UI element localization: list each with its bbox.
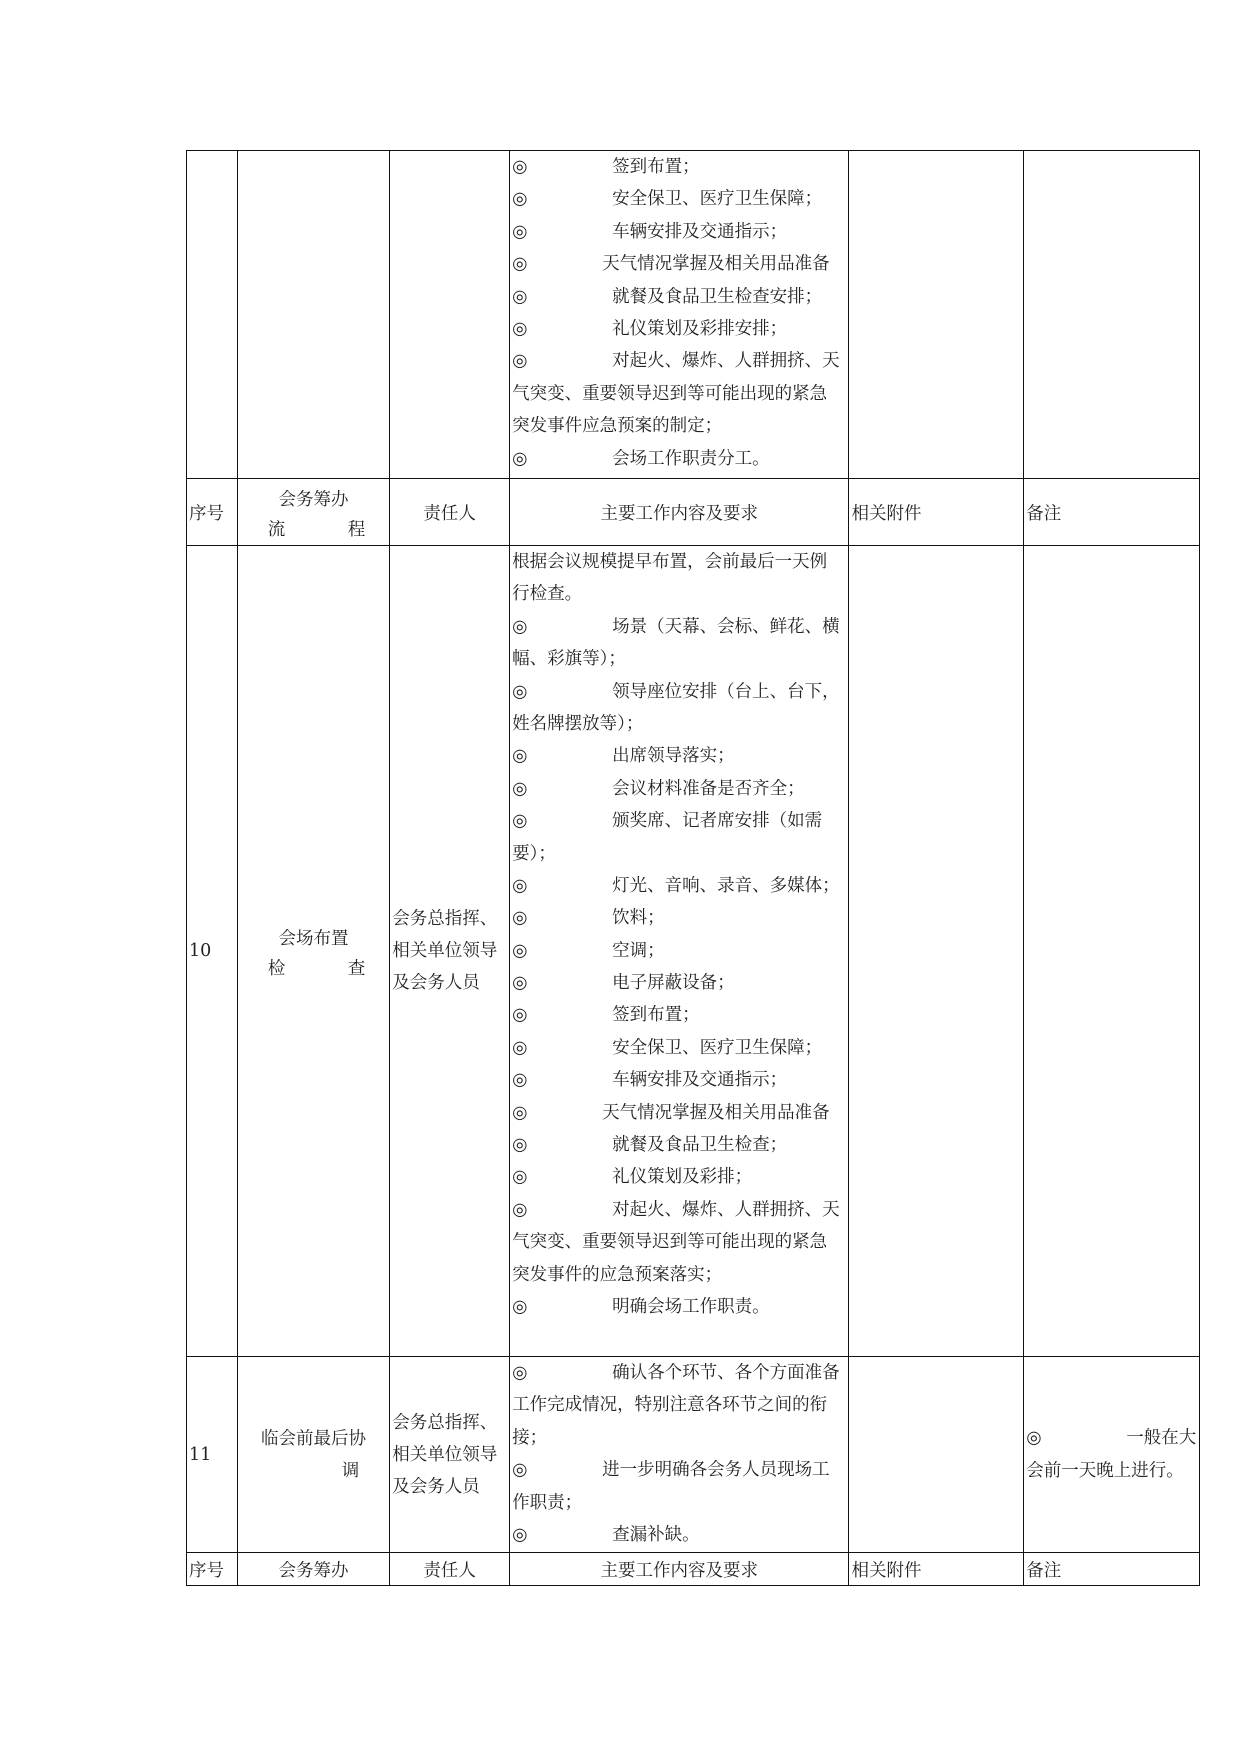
row-10 (187, 546, 1200, 1357)
bullet-icon: ◎ (512, 221, 528, 242)
bullet-icon: ◎ (512, 1005, 528, 1026)
repeated-header-row (187, 1553, 1200, 1586)
bullet-icon: ◎ (512, 1460, 528, 1481)
continued-row (187, 151, 1200, 479)
header-owner: 责任人 (390, 1553, 510, 1586)
content-cell: 根据会议规模提早布置，会前最后一天例 行检查。 ◎ 场景（天幕、会标、鲜花、横 幅、彩旗等）； ◎ 领导座位安排（台上、台下， 姓名牌摆放等）； ◎ 出席领导落实； ◎ 会议材料准备是否齐全； ◎ 颁奖席、记者席安排（如需 要）； ◎ 灯光、音响、录音、多媒体； ◎ 饮料； ◎ 空调； ◎ 电子屏蔽设备； ◎ 签到布置； ◎ 安全保卫、医疗卫生保障； ◎ 车辆安排及交通指示； ◎ 天气情况掌握及相关用品准备 ◎ 就餐及食品卫生检查； ◎ 礼仪策划及彩排； ◎ 对起火、爆炸、人群拥挤、天 气突变、重要领导迟到等可能出现的紧急 突发事件的应急预案落实； ◎ 明确会场工作职责。 (510, 546, 849, 1357)
header-attach: 相关附件 (849, 479, 1024, 546)
header-no: 序号 (187, 479, 238, 546)
row-no: 11 (187, 1357, 238, 1553)
bullet-icon: ◎ (512, 448, 528, 469)
process-cell: 会场布置 检 查 (237, 546, 389, 1357)
header-no: 序号 (187, 1553, 238, 1586)
bullet-icon: ◎ (512, 1363, 528, 1383)
owner-cell: 会务总指挥、相关单位领导及会务人员 (390, 1357, 510, 1553)
bullet-icon: ◎ (512, 318, 528, 339)
header-note: 备注 (1024, 479, 1200, 546)
bullet-icon: ◎ (512, 908, 528, 929)
header-process: 会务筹办 流 程 (237, 479, 389, 546)
bullet-icon: ◎ (512, 286, 528, 307)
meeting-workflow-table (186, 150, 1200, 1586)
bullet-icon: ◎ (512, 1037, 528, 1058)
bullet-icon: ◎ (512, 1070, 528, 1091)
header-row (187, 479, 1200, 546)
bullet-icon: ◎ (512, 351, 528, 372)
content-cell: ◎ 确认各个环节、各个方面准备 工作完成情况，特别注意各环节之间的衔 接； ◎ 进一步明确各会务人员现场工 作职责； ◎ 查漏补缺。 (510, 1357, 849, 1553)
content-cell: ◎ 签到布置； ◎ 安全保卫、医疗卫生保障； ◎ 车辆安排及交通指示； ◎ 天气情况掌握及相关用品准备 ◎ 就餐及食品卫生检查安排； ◎ 礼仪策划及彩排安排； ◎ 对起火、爆炸、人群拥挤、天 气突变、重要领导迟到等可能出现的紧急 突发事件应急预案的制定； ◎ 会场工作职责分工。 (510, 151, 849, 479)
header-attach: 相关附件 (849, 1553, 1024, 1586)
bullet-icon: ◎ (512, 973, 528, 994)
owner-cell: 会务总指挥、相关单位领导及会务人员 (390, 546, 510, 1357)
header-content: 主要工作内容及要求 (510, 1553, 849, 1586)
header-note: 备注 (1024, 1553, 1200, 1586)
row-11 (187, 1357, 1200, 1553)
bullet-icon: ◎ (1026, 1428, 1042, 1449)
bullet-icon: ◎ (512, 746, 528, 767)
note-cell: ◎ 一般在大 会前一天晚上进行。 (1024, 1357, 1200, 1553)
process-cell: 临会前最后协 调 (237, 1357, 389, 1553)
bullet-icon: ◎ (512, 875, 528, 896)
bullet-icon: ◎ (512, 157, 528, 177)
bullet-icon: ◎ (512, 189, 528, 210)
bullet-icon: ◎ (512, 778, 528, 799)
bullet-icon: ◎ (512, 1135, 528, 1156)
bullet-icon: ◎ (512, 1296, 528, 1317)
bullet-icon: ◎ (512, 616, 528, 637)
bullet-icon: ◎ (512, 1102, 528, 1123)
bullet-icon: ◎ (512, 1524, 528, 1545)
bullet-icon: ◎ (512, 940, 528, 961)
header-owner: 责任人 (390, 479, 510, 546)
bullet-icon: ◎ (512, 1199, 528, 1220)
bullet-icon: ◎ (512, 254, 528, 275)
header-content: 主要工作内容及要求 (510, 479, 849, 546)
bullet-icon: ◎ (512, 811, 528, 832)
bullet-icon: ◎ (512, 1167, 528, 1188)
row-no: 10 (187, 546, 238, 1357)
bullet-icon: ◎ (512, 681, 528, 702)
header-process: 会务筹办 (237, 1553, 389, 1586)
